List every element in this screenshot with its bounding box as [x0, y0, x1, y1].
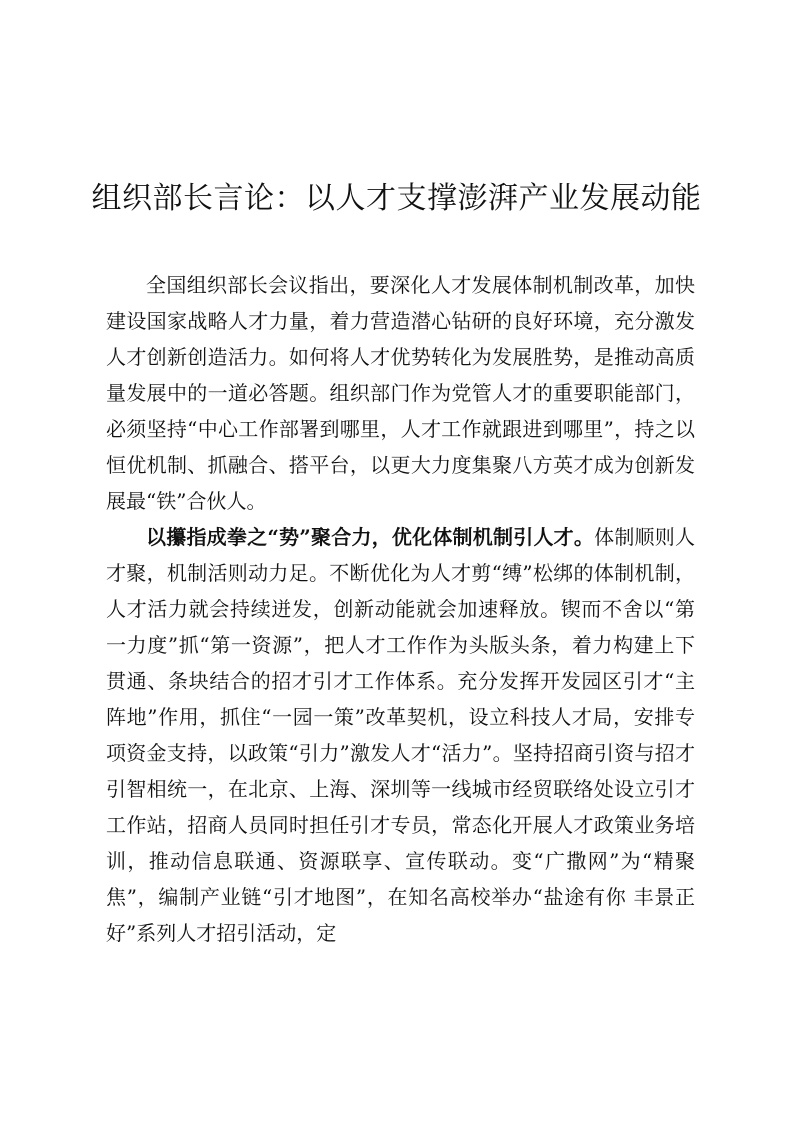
- paragraph-2: [106, 519, 695, 951]
- document-title: 组织部长言论：以人才支撑澎湃产业发展动能: [91, 181, 702, 216]
- paragraph-1-text: 全国组织部长会议指出，要深化人才发展体制机制改革，加快建设国家战略人才力量，着力营造潜心钻研的良好环境，充分激发人才创新创造活力。如何将人才优势转化为发展胜势，是推动高质量发展中的一道必答题。组织部门作为党管人才的重要职能部门，必须坚持“中心工作部署到哪里，人才工作就跟进到哪里”，持之以恒优机制、抓融合、搭平台，以更大力度集聚八方英才成为创新发展最“铁”合伙人。: [106, 273, 695, 513]
- paragraph-1: [106, 267, 695, 519]
- paragraph-2-text: 体制顺则人才聚，机制活则动力足。不断优化为人才剪“缚”松绑的体制机制，人才活力就会持续迸发，创新动能就会加速释放。锲而不舍以“第一力度”抓“第一资源”，把人才工作作为头版头条，着力构建上下贯通、条块结合的招才引才工作体系。充分发挥开发园区引才“主阵地”作用，抓住“一园一策”改革契机，设立科技人才局，安排专项资金支持，以政策“引力”激发人才“活力”。坚持招商引资与招才引智相统一，在北京、上海、深圳等一线城市经贸联络处设立引才工作站，招商人员同时担任引才专员，常态化开展人才政策业务培训，推动信息联通、资源联享、宣传联动。变“广撒网”为“精聚焦”，编制产业链“引才地图”，在知名高校举办“盐途有你 丰景正好”系列人才招引活动，定: [106, 525, 695, 945]
- paragraph-2-lead: 以攥指成拳之“势”聚合力，优化体制机制引人才。: [146, 525, 595, 549]
- document-body: [106, 267, 695, 951]
